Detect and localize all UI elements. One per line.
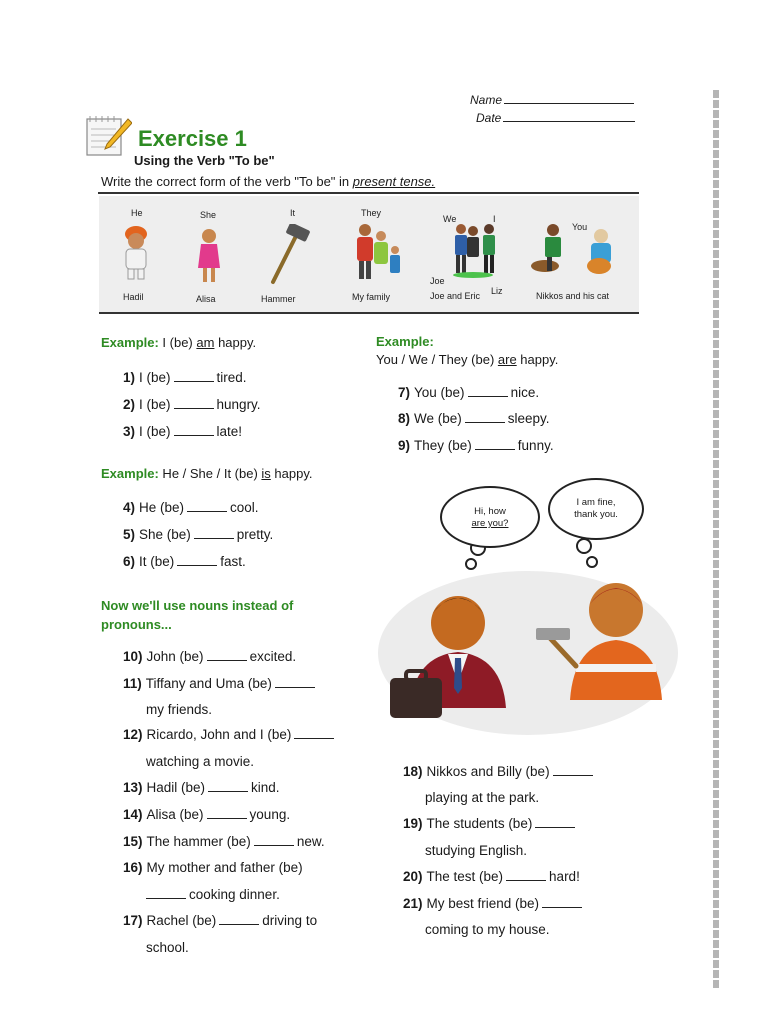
answer-blank[interactable] bbox=[294, 729, 334, 739]
question-text: He (be) bbox=[139, 500, 185, 515]
nouns-heading-line1: Now we'll use nouns instead of bbox=[101, 598, 294, 613]
question-number: 7) bbox=[398, 385, 411, 400]
question-number: 21) bbox=[403, 896, 423, 911]
question-number: 16) bbox=[123, 860, 143, 875]
example-text: You / We / They (be) bbox=[376, 352, 498, 367]
question-11-cont: my friends. bbox=[146, 702, 213, 717]
question-6 bbox=[123, 554, 246, 569]
question-text: She (be) bbox=[139, 527, 191, 542]
question-text: Hadil (be) bbox=[146, 780, 206, 795]
label-my-family: My family bbox=[352, 292, 390, 302]
label-hadil: Hadil bbox=[123, 292, 144, 302]
example-answer: are bbox=[497, 352, 517, 367]
example-label: Example: bbox=[101, 466, 159, 481]
question-text: My mother and father (be) bbox=[146, 860, 303, 875]
example-label: Example: bbox=[101, 335, 159, 350]
question-number: 14) bbox=[123, 807, 143, 822]
question-number: 6) bbox=[123, 554, 136, 569]
family-icon bbox=[353, 222, 405, 284]
answer-blank[interactable] bbox=[146, 889, 186, 899]
question-text: Tiffany and Uma (be) bbox=[145, 676, 272, 691]
example-text: I (be) bbox=[158, 335, 197, 350]
label-liz: Liz bbox=[491, 286, 503, 296]
girl-icon bbox=[196, 228, 222, 286]
question-text: young. bbox=[249, 807, 291, 822]
pronoun-picture-strip bbox=[99, 196, 639, 314]
man-cat-icon bbox=[531, 222, 623, 278]
bubble-line: are you? bbox=[471, 518, 509, 529]
question-text: Nikkos and Billy (be) bbox=[426, 764, 550, 779]
question-number: 4) bbox=[123, 500, 136, 515]
pronoun-we: We bbox=[443, 214, 457, 224]
question-12 bbox=[123, 727, 337, 742]
question-number: 2) bbox=[123, 397, 136, 412]
example-answer: is bbox=[261, 466, 271, 481]
example-3-text bbox=[376, 351, 558, 369]
worker-head bbox=[589, 583, 643, 637]
label-joe-and-eric: Joe and Eric bbox=[430, 291, 481, 301]
question-number: 20) bbox=[403, 869, 423, 884]
example-1 bbox=[101, 335, 256, 350]
question-text: I (be) bbox=[139, 370, 171, 385]
answer-blank[interactable] bbox=[468, 387, 508, 397]
question-text: cool. bbox=[230, 500, 259, 515]
question-number: 10) bbox=[123, 649, 143, 664]
question-text: I (be) bbox=[139, 424, 171, 439]
example-text: happy. bbox=[214, 335, 257, 350]
question-number: 5) bbox=[123, 527, 136, 542]
answer-blank[interactable] bbox=[506, 871, 546, 881]
question-number: 13) bbox=[123, 780, 143, 795]
question-16-cont bbox=[146, 887, 280, 902]
question-number: 15) bbox=[123, 834, 143, 849]
answer-blank[interactable] bbox=[174, 426, 214, 436]
question-19 bbox=[403, 816, 578, 831]
speech-bubble-left-text bbox=[448, 506, 532, 530]
question-15 bbox=[123, 834, 325, 849]
question-text: I (be) bbox=[139, 397, 171, 412]
page-edge-divider bbox=[713, 90, 719, 990]
name-label: Name bbox=[470, 93, 503, 107]
question-text: Rachel (be) bbox=[146, 913, 217, 928]
bubble-line: thank you. bbox=[574, 509, 618, 520]
answer-blank[interactable] bbox=[475, 440, 515, 450]
example-3 bbox=[376, 333, 558, 369]
bubble-line: I am fine, bbox=[576, 497, 616, 508]
question-text: excited. bbox=[249, 649, 297, 664]
question-text: tired. bbox=[216, 370, 247, 385]
question-10 bbox=[123, 649, 296, 664]
question-4 bbox=[123, 500, 259, 515]
pronoun-it: It bbox=[290, 208, 296, 218]
exercise-title: Exercise 1 bbox=[138, 126, 247, 151]
exercise-subtitle: Using the Verb "To be" bbox=[134, 153, 275, 168]
instructions-text: Write the correct form of the verb "To be" in bbox=[101, 174, 353, 189]
notepad-pencil-icon bbox=[84, 113, 132, 159]
boy-icon bbox=[119, 224, 153, 282]
businessman-head bbox=[431, 596, 485, 650]
question-number: 17) bbox=[123, 913, 143, 928]
pronoun-you: You bbox=[572, 222, 588, 232]
question-1 bbox=[123, 370, 247, 385]
question-text: hungry. bbox=[216, 397, 261, 412]
bubble-line: Hi, how bbox=[474, 506, 506, 517]
question-number: 19) bbox=[403, 816, 423, 831]
pronoun-she: She bbox=[200, 210, 217, 220]
question-18-cont: playing at the park. bbox=[425, 790, 540, 805]
question-text: funny. bbox=[517, 438, 554, 453]
question-text: late! bbox=[216, 424, 243, 439]
question-21 bbox=[403, 896, 585, 911]
question-3 bbox=[123, 424, 242, 439]
question-2 bbox=[123, 397, 261, 412]
question-19-cont: studying English. bbox=[425, 843, 528, 858]
answer-blank[interactable] bbox=[208, 782, 248, 792]
answer-blank[interactable] bbox=[254, 836, 294, 846]
label-joe: Joe bbox=[430, 276, 445, 286]
question-text: We (be) bbox=[414, 411, 462, 426]
label-nikkos-and-his-cat: Nikkos and his cat bbox=[536, 291, 610, 301]
question-text: new. bbox=[296, 834, 325, 849]
question-16 bbox=[123, 860, 303, 875]
pronoun-he: He bbox=[131, 208, 143, 218]
question-9 bbox=[398, 438, 554, 453]
question-17 bbox=[123, 913, 317, 928]
answer-blank[interactable] bbox=[207, 809, 247, 819]
name-field[interactable] bbox=[470, 93, 634, 107]
date-label: Date bbox=[476, 111, 502, 125]
example-2 bbox=[101, 466, 313, 481]
answer-blank[interactable] bbox=[275, 678, 315, 688]
briefcase-icon bbox=[390, 678, 442, 718]
question-text: Ricardo, John and I (be) bbox=[146, 727, 292, 742]
question-number: 8) bbox=[398, 411, 411, 426]
question-13 bbox=[123, 780, 280, 795]
nouns-heading-line2: pronouns... bbox=[101, 617, 172, 632]
answer-blank[interactable] bbox=[177, 556, 217, 566]
pronoun-they: They bbox=[361, 208, 382, 218]
answer-blank[interactable] bbox=[174, 372, 214, 382]
question-18 bbox=[403, 764, 596, 779]
answer-blank[interactable] bbox=[187, 502, 227, 512]
question-number: 11) bbox=[123, 676, 142, 691]
question-text: kind. bbox=[251, 780, 280, 795]
example-answer: am bbox=[196, 335, 215, 350]
question-20 bbox=[403, 869, 580, 884]
question-number: 9) bbox=[398, 438, 411, 453]
question-text: They (be) bbox=[414, 438, 472, 453]
speech-bubble-right-text bbox=[554, 497, 638, 521]
nouns-heading bbox=[101, 596, 293, 634]
question-text: My best friend (be) bbox=[426, 896, 540, 911]
question-5 bbox=[123, 527, 273, 542]
question-text: cooking dinner. bbox=[189, 887, 280, 902]
answer-blank[interactable] bbox=[207, 651, 247, 661]
answer-blank[interactable] bbox=[553, 766, 593, 776]
question-number: 3) bbox=[123, 424, 136, 439]
hammer-icon bbox=[267, 224, 311, 286]
question-text: pretty. bbox=[236, 527, 274, 542]
example-text: happy. bbox=[270, 466, 313, 481]
instructions bbox=[101, 174, 435, 189]
pronoun-i: I bbox=[493, 214, 496, 224]
question-number: 18) bbox=[403, 764, 423, 779]
header-rule bbox=[98, 192, 639, 194]
question-14 bbox=[123, 807, 290, 822]
question-text: Alisa (be) bbox=[146, 807, 204, 822]
answer-blank[interactable] bbox=[465, 413, 505, 423]
question-text: The test (be) bbox=[426, 869, 504, 884]
example-text: He / She / It (be) bbox=[158, 466, 262, 481]
answer-blank[interactable] bbox=[174, 399, 214, 409]
question-number: 12) bbox=[123, 727, 143, 742]
question-number: 1) bbox=[123, 370, 136, 385]
question-text: sleepy. bbox=[507, 411, 550, 426]
instructions-emphasis: present tense. bbox=[352, 174, 436, 189]
answer-blank[interactable] bbox=[542, 898, 582, 908]
example-label: Example: bbox=[376, 334, 434, 349]
question-text: John (be) bbox=[146, 649, 204, 664]
question-text: nice. bbox=[510, 385, 540, 400]
question-text: The students (be) bbox=[426, 816, 533, 831]
question-17-cont: school. bbox=[146, 940, 189, 955]
question-text: You (be) bbox=[414, 385, 465, 400]
answer-blank[interactable] bbox=[194, 529, 234, 539]
question-21-cont: coming to my house. bbox=[425, 922, 550, 937]
hammer-icon bbox=[536, 628, 570, 640]
people-icon bbox=[451, 222, 501, 278]
date-field[interactable] bbox=[476, 111, 635, 125]
question-8 bbox=[398, 411, 550, 426]
question-11 bbox=[123, 676, 318, 691]
question-12-cont: watching a movie. bbox=[146, 754, 255, 769]
answer-blank[interactable] bbox=[219, 915, 259, 925]
answer-blank[interactable] bbox=[535, 818, 575, 828]
example-text: happy. bbox=[516, 352, 559, 367]
question-text: The hammer (be) bbox=[146, 834, 251, 849]
label-alisa: Alisa bbox=[196, 294, 216, 304]
label-hammer: Hammer bbox=[261, 294, 296, 304]
question-text: It (be) bbox=[139, 554, 175, 569]
question-text: hard! bbox=[549, 869, 580, 884]
question-text: driving to bbox=[262, 913, 318, 928]
question-7 bbox=[398, 385, 539, 400]
question-text: fast. bbox=[220, 554, 246, 569]
